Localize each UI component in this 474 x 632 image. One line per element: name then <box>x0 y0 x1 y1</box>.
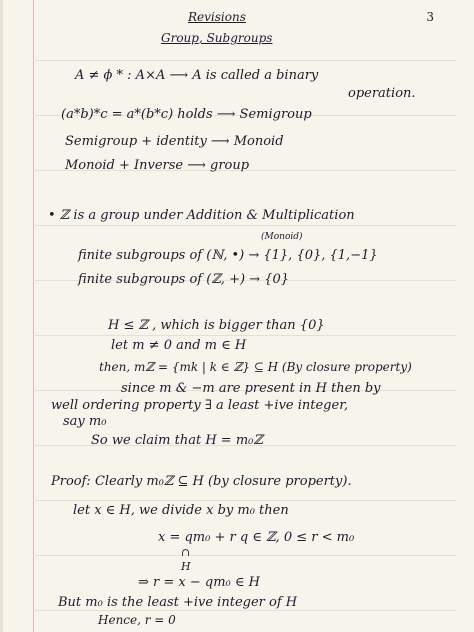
note-line: operation. <box>348 86 416 101</box>
note-line: ∩ <box>181 546 191 559</box>
note-line: finite subgroups of (ℤ, +) → {0} <box>78 272 290 287</box>
note-line: H ≤ ℤ , which is bigger than {0} <box>108 318 325 333</box>
note-line: ⇒ r = x − qm₀ ∈ H <box>138 575 260 590</box>
note-line: finite subgroups of (ℕ, •) → {1}, {0}, {1,−1} <box>78 248 378 263</box>
note-line: let x ∈ H, we divide x by m₀ then <box>73 503 289 518</box>
ruled-line <box>33 225 456 226</box>
note-line: So we claim that H = m₀ℤ <box>91 433 263 448</box>
page-subtitle: Group, Subgroups <box>161 31 273 45</box>
note-line: Monoid + Inverse ⟶ group <box>65 158 250 173</box>
note-line: let m ≠ 0 and m ∈ H <box>111 338 247 353</box>
page-number: 3 <box>426 10 434 24</box>
note-line: Semigroup + identity ⟶ Monoid <box>65 134 284 149</box>
note-line: well ordering property ∃ a least +ive integer, <box>51 398 349 413</box>
ruled-line <box>33 60 456 61</box>
note-line: say m₀ <box>63 414 107 429</box>
note-line: (Monoid) <box>261 232 303 242</box>
ruled-line <box>33 500 456 501</box>
note-line: since m & −m are present in H then by <box>121 381 381 396</box>
margin-line <box>33 0 34 632</box>
note-line: Proof: Clearly m₀ℤ ⊆ H (by closure property). <box>51 474 352 489</box>
note-line: (a*b)*c = a*(b*c) holds ⟶ Semigroup <box>61 107 312 122</box>
note-line: A ≠ ϕ * : A×A ⟶ A is called a binary <box>75 68 319 83</box>
ruled-line <box>33 555 456 556</box>
note-line: But m₀ is the least +ive integer of H <box>58 595 298 610</box>
note-line: • ℤ is a group under Addition & Multiplication <box>48 208 355 223</box>
note-line: Hence, r = 0 <box>98 613 176 627</box>
note-line: then, mℤ = {mk | k ∈ ℤ} ⊆ H (By closure property) <box>99 360 412 374</box>
page-title: Revisions <box>188 10 246 24</box>
ruled-line <box>33 335 456 336</box>
note-line: x = qm₀ + r q ∈ ℤ, 0 ≤ r < m₀ <box>158 530 355 545</box>
note-line: H <box>181 560 191 573</box>
ruled-line <box>33 610 456 611</box>
